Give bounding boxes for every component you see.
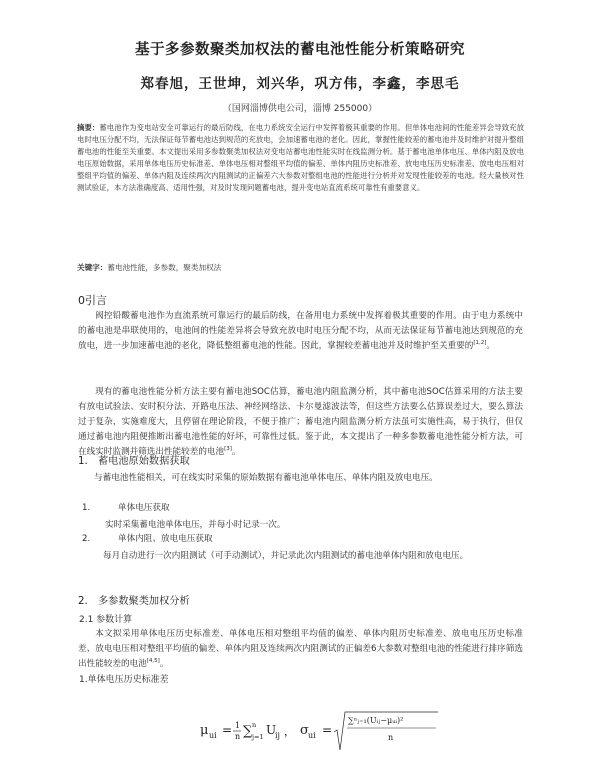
list-item-description: 每月自动进行一次内阻测试（可手动测试），并记录此次内阻测试的蓄电池单体内阻和放电电压。 bbox=[103, 551, 469, 561]
u-subscript: ij bbox=[275, 731, 281, 740]
fraction-denominator: n bbox=[235, 732, 241, 741]
section-2-text: 本文拟采用单体电压历史标准差、单体电压相对整组平均值的偏差、单体内阻历史标准差、放电电压历史标准差、放电电压相对整组平均值的偏差、单体内阻及连续两次内阻测试的正偏差6大参数对整组电池的性能进行排序筛选出性能较差的电池 bbox=[78, 629, 523, 669]
u-variable: U bbox=[266, 723, 277, 737]
list-item-number: 2. bbox=[82, 534, 91, 544]
intro-paragraph-1 bbox=[78, 309, 523, 354]
intro-paragraph-2 bbox=[78, 385, 523, 460]
citation: [4,5] bbox=[146, 657, 160, 664]
list-item-description: 实时采集蓄电池单体电压，并每小时记录一次。 bbox=[105, 520, 286, 530]
section-2-end: 。 bbox=[159, 658, 169, 669]
std-dev-formula bbox=[200, 706, 440, 756]
section-2-heading bbox=[78, 592, 190, 607]
intro-p1-end: 。 bbox=[486, 340, 495, 351]
section-title: 多参数聚类加权分析 bbox=[98, 596, 190, 607]
section-1-intro: 与蓄电池性能相关，可在线实时采集的原始数据有蓄电池单体电压、单体内阻及放电电压。 bbox=[94, 473, 438, 483]
list-item bbox=[82, 532, 527, 544]
sigma-symbol: σ bbox=[300, 723, 309, 738]
keywords-label: 关键字： bbox=[77, 263, 108, 272]
sigma-subscript: ui bbox=[308, 731, 316, 740]
list-item bbox=[82, 501, 527, 513]
paper-title: 基于多参数聚类加权法的蓄电池性能分析策略研究 bbox=[135, 42, 465, 58]
intro-p1-text: 阀控铅酸蓄电池作为直流系统可靠运行的最后防线，在备用电力系统中发挥着极其重要的作用。由于电力系统中的蓄电池是串联使用的，电池间的性能差异将会导致充放电时电压分配不均，从而无法保证每节蓄电池达到规范的充放电，进一步加速蓄电池的老化，降低整组蓄电池的性能。因此，掌握较差蓄电池并及时维护至关重要的 bbox=[78, 311, 523, 351]
intro-heading: 0引言 bbox=[78, 294, 107, 307]
citation: [3] bbox=[224, 445, 232, 452]
mu-subscript: ui bbox=[209, 731, 217, 740]
subsection-heading: 2.1 参数计算 bbox=[79, 615, 133, 625]
keywords bbox=[77, 262, 524, 273]
equals-sign: = bbox=[322, 723, 333, 737]
radicand-numerator: ∑ⁿⱼ₌₁(Uᵢⱼ−μᵤᵢ)² bbox=[348, 716, 404, 725]
list-item-heading: 1.单体电压历史标准差 bbox=[79, 675, 169, 685]
mu-symbol: μ bbox=[200, 723, 209, 738]
section-1-heading bbox=[78, 452, 190, 467]
abstract-text: 蓄电池作为变电站安全可靠运行的最后防线，在电力系统安全运行中发挥着极其重要的作用。但单体电池间的性能差异会导致充放电时电压分配不均，无法保证每节蓄电池达到规范的充放电，会加速蓄电池的老化。因此，掌握性能较差的蓄电池并及时维护对提升整组蓄电池的性能至关重要。本文提出采用多参数聚类加权法对变电站蓄电池性能实时在线监测分析。基于蓄电池单体电压、单体内阻及放电电压原始数据，采用单体电压历史标准差、单体电压相对整组平均值的偏差、单体内阻历史标准差、放电电压历史标准差、放电电压相对整组平均值的偏差、单体内阻及连续两次内阻测试的正偏差六大参数对整组电池的性能进行分析并对发现性能较差的电池。经大量核对性测试验证，本方法准确度高、适用性强，对及时发现问题蓄电池，提升变电站直流系统可靠性有重要意义。 bbox=[77, 123, 524, 193]
radicand-denominator: n bbox=[388, 733, 394, 742]
intro-p2-end: 。 bbox=[231, 446, 241, 457]
list-item-number: 1. bbox=[82, 503, 91, 513]
comma: ， bbox=[284, 725, 295, 738]
section-title: 蓄电池原始数据获取 bbox=[98, 456, 190, 467]
section-number: 2. bbox=[78, 596, 88, 607]
section-number: 1. bbox=[78, 456, 88, 467]
keywords-text: 蓄电池性能，多参数，聚类加权法 bbox=[107, 263, 222, 272]
author-list: 郑春旭，王世坤，刘兴华，巩方伟，李鑫，李思毛 bbox=[140, 76, 460, 92]
sum-symbol: ∑ bbox=[243, 724, 253, 739]
section-2-paragraph bbox=[78, 627, 523, 672]
list-item-label: 单体电压获取 bbox=[118, 503, 170, 513]
abstract bbox=[77, 122, 524, 195]
affiliation: （国网淄博供电公司，淄博 255000） bbox=[222, 104, 378, 114]
citation: [1,2] bbox=[473, 339, 487, 346]
equals-sign: = bbox=[222, 723, 233, 737]
sum-lower-limit: j=1 bbox=[252, 733, 264, 741]
list-item-label: 单体内阻、放电电压获取 bbox=[118, 534, 213, 544]
fraction-numerator: 1 bbox=[235, 721, 241, 730]
sum-upper-limit: n bbox=[252, 721, 257, 729]
abstract-label: 摘要： bbox=[77, 123, 100, 132]
intro-p2-text: 现有的蓄电池性能分析方法主要有蓄电池SOC估算，蓄电池内阻监测分析，其中蓄电池SOC估算采用的方法主要有放电试验法、安时积分法、开路电压法、神经网络法、卡尔曼滤波法等，但这些方法要么估算误差过大，要么算法过于复杂，实施难度大，且停留在理论阶段，不便于推广；蓄电池内阻监测分析方法虽可实施性高，易于执行，但仅通过蓄电池内阻便推断出蓄电池性能的好坏，可靠性过低。鉴于此，本文提出了一种多参数蓄电池性能分析方法，可在线实时监测并筛选出性能较差的电池 bbox=[78, 387, 523, 457]
